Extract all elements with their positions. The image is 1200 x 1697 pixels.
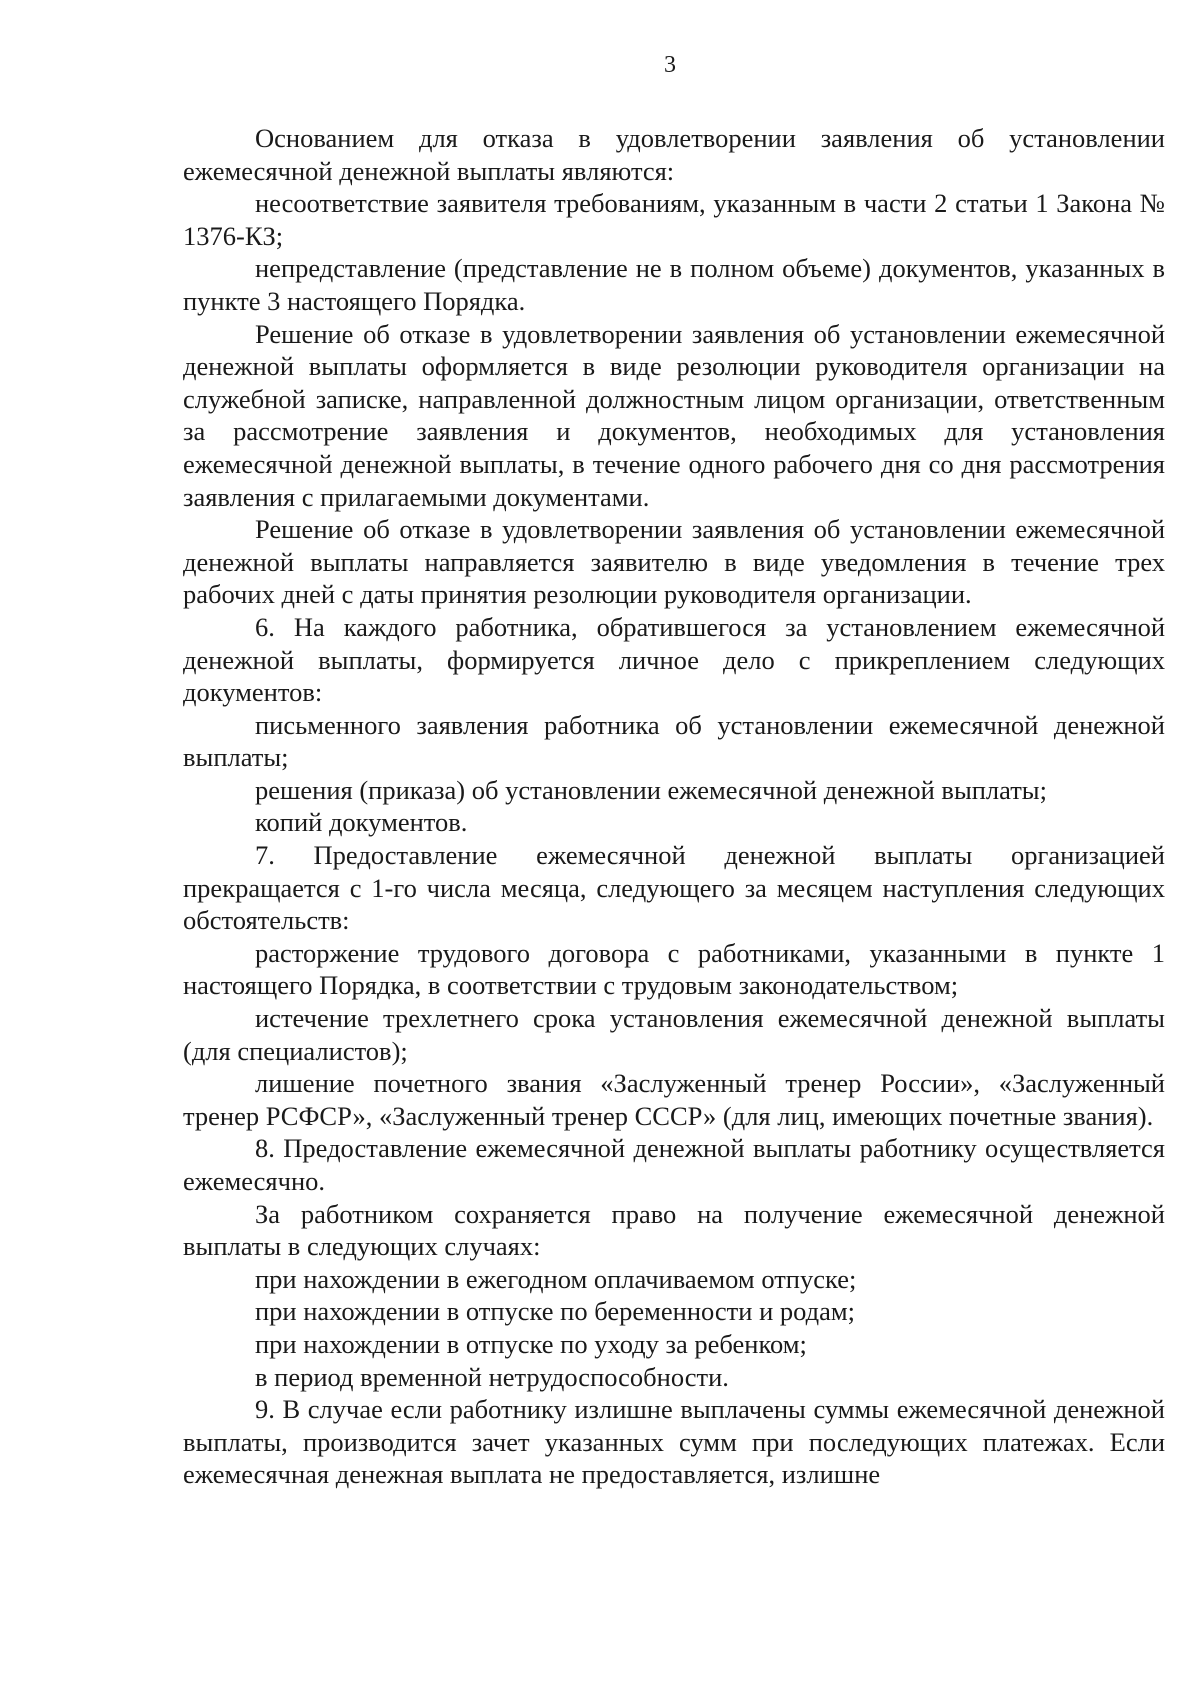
- paragraph-termination-title-revoked: лишение почетного звания «Заслуженный тренер России», «Заслуженный тренер РСФСР», «Заслуженный тренер СССР» (для лиц, имеющих почетные звания).: [183, 1068, 1165, 1131]
- page-number: 3: [664, 52, 676, 78]
- paragraph-item-8-monthly: 8. Предоставление ежемесячной денежной выплаты работнику осуществляется ежемесячно.: [183, 1133, 1165, 1196]
- paragraph-refusal-ground-documents: непредставление (представление не в полном объеме) документов, указанных в пункте 3 настоящего Порядка.: [183, 253, 1165, 316]
- paragraph-termination-contract: расторжение трудового договора с работниками, указанными в пункте 1 настоящего Порядка, в соответствии с трудовым законодательством;: [183, 937, 1165, 1001]
- paragraph-retained-right-intro: За работником сохраняется право на получение ежемесячной денежной выплаты в следующих случаях:: [183, 1198, 1165, 1262]
- document-body: [183, 122, 1165, 1491]
- paragraph-file-decision-order: решения (приказа) об установлении ежемесячной денежной выплаты;: [255, 774, 1047, 805]
- paragraph-retained-maternity-leave: при нахождении в отпуске по беременности и родам;: [255, 1296, 855, 1327]
- paragraph-termination-term-expiry: истечение трехлетнего срока установления ежемесячной денежной выплаты (для специалистов);: [183, 1003, 1165, 1066]
- paragraph-refusal-grounds-intro: Основанием для отказа в удовлетворении заявления об установлении ежемесячной денежной выплаты являются:: [183, 123, 1165, 186]
- paragraph-file-written-application: письменного заявления работника об установлении ежемесячной денежной выплаты;: [183, 709, 1165, 773]
- paragraph-retained-childcare-leave: при нахождении в отпуске по уходу за ребенком;: [255, 1328, 807, 1359]
- paragraph-item-6-personal-file: 6. На каждого работника, обратившегося за установлением ежемесячной денежной выплаты, формируется личное дело с прикреплением следующих документов:: [183, 611, 1165, 708]
- paragraph-item-9-overpayment: 9. В случае если работнику излишне выплачены суммы ежемесячной денежной выплаты, производится зачет указанных сумм при последующих платежах. Если ежемесячная денежная выплата не предоставляется, излишне: [183, 1394, 1165, 1490]
- paragraph-retained-disability: в период временной нетрудоспособности.: [255, 1361, 729, 1392]
- paragraph-file-document-copies: копий документов.: [255, 807, 468, 838]
- paragraph-retained-annual-leave: при нахождении в ежегодном оплачиваемом отпуске;: [255, 1263, 857, 1294]
- paragraph-item-7-termination: 7. Предоставление ежемесячной денежной выплаты организацией прекращается с 1-го числа месяца, следующего за месяцем наступления следующих обстоятельств:: [183, 840, 1165, 936]
- paragraph-refusal-notification: Решение об отказе в удовлетворении заявления об установлении ежемесячной денежной выплаты направляется заявителю в виде уведомления в течение трех рабочих дней с даты принятия резолюции руководителя организации.: [183, 514, 1165, 610]
- paragraph-refusal-ground-noncompliance: несоответствие заявителя требованиям, указанным в части 2 статьи 1 Закона № 1376-КЗ;: [183, 188, 1165, 251]
- paragraph-refusal-decision-form: Решение об отказе в удовлетворении заявления об установлении ежемесячной денежной выплаты оформляется в виде резолюции руководителя организации на служебной записке, направленной должностным лицом организации, ответственным за рассмотрение заявления и документов, необходимых для установления ежемесячной денежной выплаты, в течение одного рабочего дня со дня рассмотрения заявления с прилагаемыми документами.: [183, 318, 1165, 512]
